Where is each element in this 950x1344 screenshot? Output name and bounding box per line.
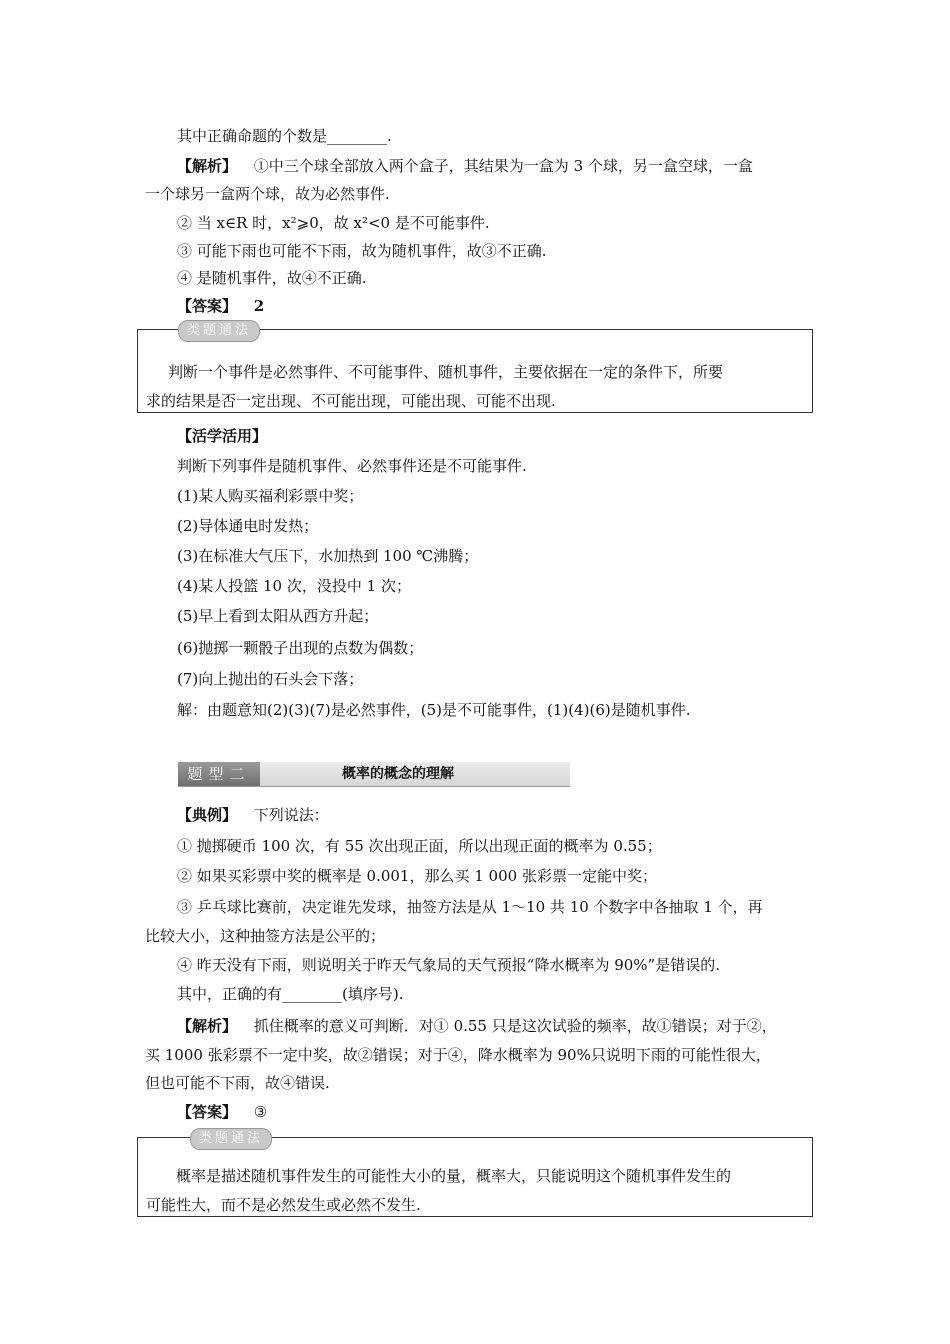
method-badge-2: 类题通法 [190, 1128, 272, 1150]
section-title: 概率的概念的理解 [342, 766, 454, 782]
statement-3a: ③ 乒乓球比赛前，决定谁先发球，抽签方法是从 1～10 共 10 个数字中各抽取 1 个，再 [177, 898, 763, 916]
example-answer-label: 【答案】 [177, 1103, 238, 1121]
statement-2: ② 如果买彩票中奖的概率是 0.001，那么买 1 000 张彩票一定能中奖； [177, 867, 657, 885]
analysis-2: ② 当 x∈R 时，x²⩾0，故 x²<0 是不可能事件. [177, 214, 490, 232]
count-question: 其中正确命题的个数是________. [177, 127, 392, 145]
practice-item: (5)早上看到太阳从西方升起； [177, 607, 379, 625]
statement-4: ④ 昨天没有下雨，则说明关于昨天气象局的天气预报“降水概率为 90%”是错误的. [177, 956, 720, 974]
practice-label: 【活学活用】 [177, 427, 268, 445]
practice-item: (3)在标准大气压下，水加热到 100 ℃沸腾； [177, 547, 479, 565]
example-answer-value: ③ [253, 1103, 268, 1121]
method2-line-1: 概率是描述随机事件发生的可能性大小的量，概率大，只能说明这个随机事件发生的 [176, 1167, 732, 1185]
practice-item: (1)某人购买福利彩票中奖； [177, 487, 364, 505]
method-badge: 类题通法 [178, 320, 260, 342]
statement-3b: 比较大小，这种抽签方法是公平的； [145, 927, 386, 945]
analysis-1a: 【解析】 ①中三个球全部放入两个盒子，其结果为一盒为 3 个球，另一盒空球，一盒 [177, 157, 753, 175]
example-label: 【典例】 [177, 806, 238, 824]
section-tag: 题型二 [178, 762, 260, 786]
analysis-1b: 一个球另一盒两个球，故为必然事件. [145, 185, 390, 203]
example-analysis-label: 【解析】 [177, 1017, 238, 1035]
practice-item: (2)导体通电时发热； [177, 517, 319, 535]
practice-item: (6)抛掷一颗骰子出现的点数为偶数； [177, 639, 424, 657]
analysis-3: ③ 可能下雨也可能不下雨，故为随机事件，故③不正确. [177, 242, 547, 260]
example-analysis-b: 买 1000 张彩票不一定中奖，故②错误；对于④，降水概率为 90%只说明下雨的可能性很大， [145, 1046, 771, 1064]
example-prompt: 下列说法： [253, 806, 329, 824]
practice-item: (7)向上抛出的石头会下落； [177, 670, 364, 688]
example-line [177, 805, 329, 825]
practice-item: (4)某人投篮 10 次，没投中 1 次； [177, 577, 411, 595]
example-answer-line [177, 1102, 267, 1122]
method2-line-2: 可能性大，而不是必然发生或必然不发生. [146, 1196, 421, 1214]
example-analysis-a: 【解析】 抓住概率的意义可判断．对① 0.55 只是这次试验的频率，故①错误；对于②， [177, 1017, 777, 1035]
analysis-4: ④ 是随机事件，故④不正确. [177, 269, 367, 287]
method-line-1: 判断一个事件是必然事件、不可能事件、随机事件，主要依据在一定的条件下，所要 [168, 363, 724, 381]
answer-label: 【答案】 [177, 297, 238, 315]
answer-value: 2 [253, 297, 265, 315]
method-line-2: 求的结果是否一定出现、不可能出现，可能出现、可能不出现. [146, 392, 556, 410]
practice-prompt: 判断下列事件是随机事件、必然事件还是不可能事件. [177, 457, 527, 475]
analysis-label: 【解析】 [177, 157, 238, 175]
statement-1: ① 抛掷硬币 100 次，有 55 次出现正面，所以出现正面的概率为 0.55； [177, 837, 662, 855]
answer-line [177, 296, 264, 316]
example-question: 其中，正确的有________(填序号). [177, 985, 404, 1003]
example-analysis-c: 但也可能不下雨，故④错误. [145, 1074, 330, 1092]
practice-solution: 解：由题意知(2)(3)(7)是必然事件，(5)是不可能事件，(1)(4)(6)是随机事件. [177, 701, 691, 719]
